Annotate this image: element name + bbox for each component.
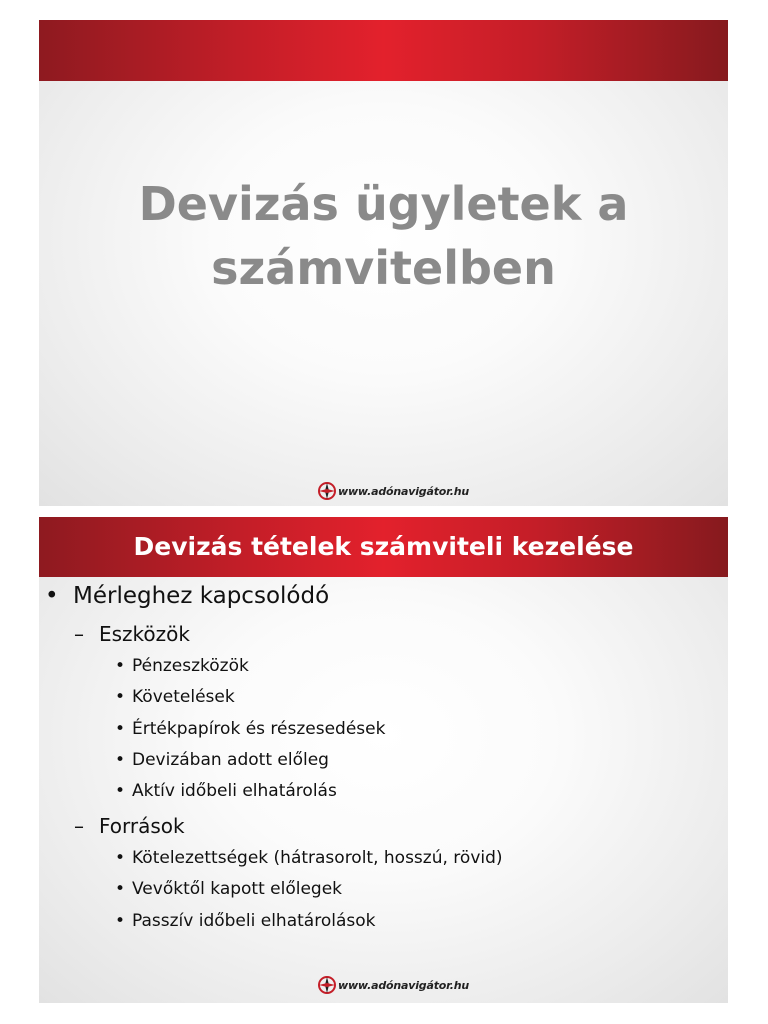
slide-1-title-line-2: számvitelben — [211, 241, 556, 295]
slide-1 — [39, 20, 728, 506]
group-1-label: – Eszközök — [74, 622, 190, 646]
list-item: • Kötelezettségek (hátrasorolt, hosszú, rövid) — [115, 848, 503, 868]
slide-2-title: Devizás tételek számviteli kezelése — [133, 532, 634, 561]
slide-2-logo — [317, 974, 469, 996]
list-item: • Aktív időbeli elhatárolás — [115, 781, 337, 801]
slide-1-title — [39, 172, 728, 300]
list-item: • Pénzeszközök — [115, 656, 249, 676]
group-2-label: – Források — [74, 814, 185, 838]
slide-2-header-bar — [39, 517, 728, 577]
list-item: • Vevőktől kapott előlegek — [115, 879, 343, 899]
group-1-label-text: Eszközök — [99, 622, 190, 646]
list-item: • Devizában adott előleg — [115, 750, 329, 770]
bullet-main-text: Mérleghez kapcsolódó — [73, 583, 330, 609]
slide-1-logo-text: www.adónavigátor.hu — [338, 484, 470, 498]
compass-logo-icon — [317, 974, 337, 996]
list-item: • Követelések — [115, 687, 235, 707]
slide-1-logo — [317, 480, 469, 502]
list-item: • Értékpapírok és részesedések — [115, 719, 386, 739]
slide-2-logo-text: www.adónavigátor.hu — [338, 978, 470, 992]
bullet-main: • Mérleghez kapcsolódó — [45, 583, 330, 609]
list-item: • Passzív időbeli elhatárolások — [115, 911, 376, 931]
group-2-label-text: Források — [99, 814, 185, 838]
slide-1-header-bar — [39, 20, 728, 81]
slide-2 — [39, 517, 728, 1003]
compass-logo-icon — [317, 480, 337, 502]
slide-1-title-line-1: Devizás ügyletek a — [138, 177, 629, 231]
